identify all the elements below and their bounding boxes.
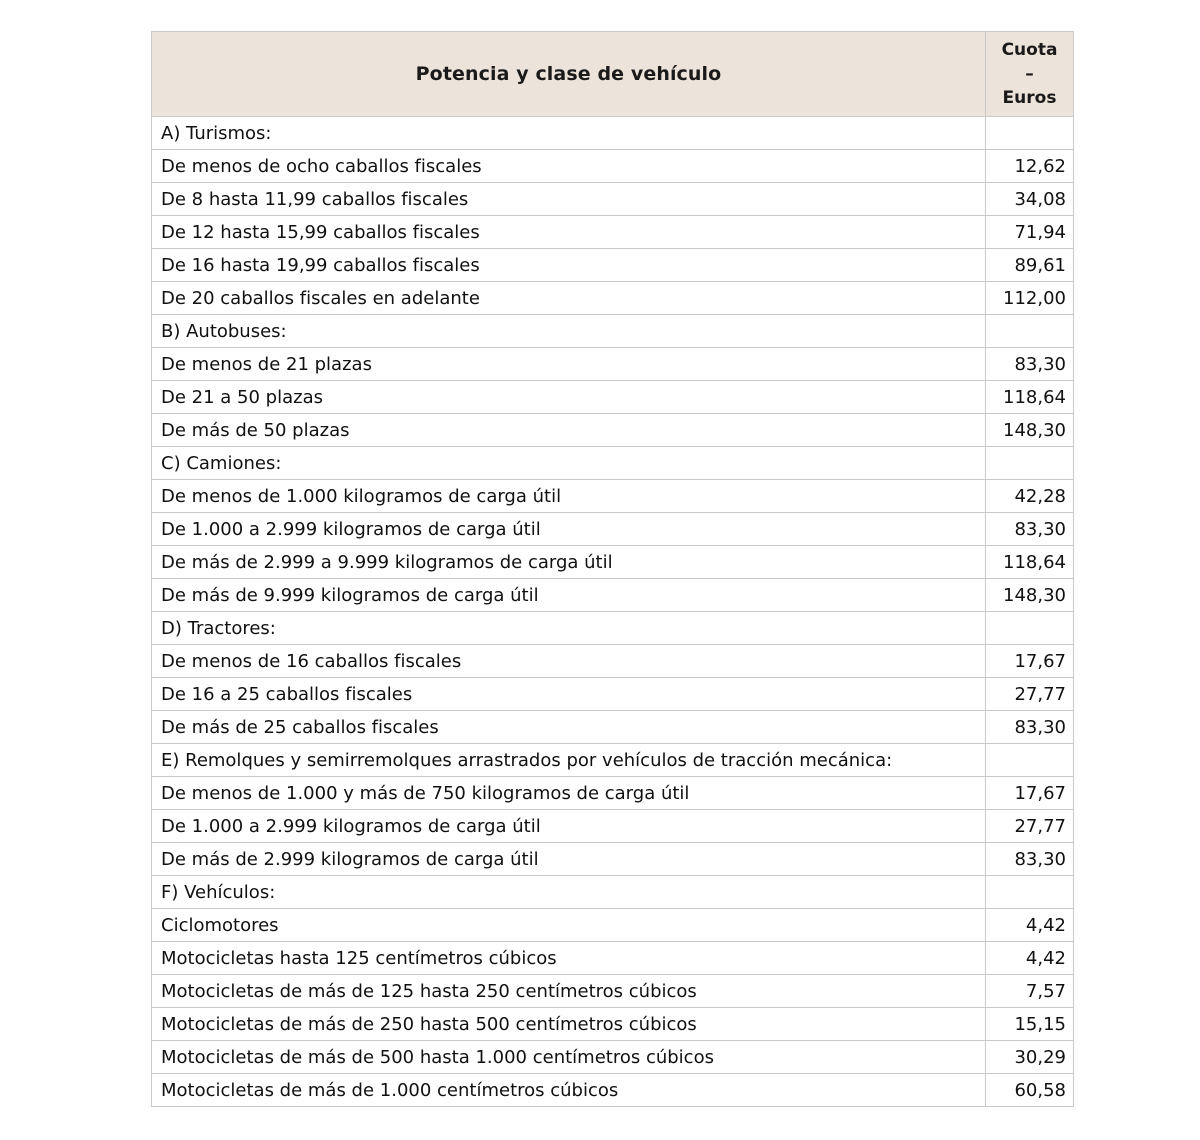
- section-label: C) Camiones:: [152, 447, 986, 480]
- row-cuota-value: [986, 876, 1074, 909]
- table-row: [152, 975, 1074, 1008]
- table-row: [152, 1008, 1074, 1041]
- table-row: [152, 1074, 1074, 1107]
- column-header-cuota-title: Cuota: [1001, 40, 1058, 60]
- row-description: De menos de 1.000 kilogramos de carga útil: [152, 480, 986, 513]
- row-cuota-value: 15,15: [986, 1008, 1074, 1041]
- row-description: Motocicletas hasta 125 centímetros cúbicos: [152, 942, 986, 975]
- row-description: De 21 a 50 plazas: [152, 381, 986, 414]
- table-row: [152, 513, 1074, 546]
- table-section-row: [152, 315, 1074, 348]
- row-cuota-value: 7,57: [986, 975, 1074, 1008]
- row-cuota-value: 83,30: [986, 348, 1074, 381]
- row-cuota-value: 27,77: [986, 810, 1074, 843]
- column-header-cuota-unit: Euros: [1002, 88, 1057, 109]
- table-header: [152, 32, 1074, 117]
- row-description: De 16 a 25 caballos fiscales: [152, 678, 986, 711]
- row-description: Motocicletas de más de 500 hasta 1.000 centímetros cúbicos: [152, 1041, 986, 1074]
- section-label: E) Remolques y semirremolques arrastrados por vehículos de tracción mecánica:: [152, 744, 986, 777]
- row-cuota-value: 148,30: [986, 579, 1074, 612]
- table-row: [152, 645, 1074, 678]
- row-cuota-value: 17,67: [986, 645, 1074, 678]
- row-description: De menos de 16 caballos fiscales: [152, 645, 986, 678]
- section-label: A) Turismos:: [152, 117, 986, 150]
- table-row: [152, 711, 1074, 744]
- row-description: De 12 hasta 15,99 caballos fiscales: [152, 216, 986, 249]
- row-cuota-value: [986, 315, 1074, 348]
- table-row: [152, 249, 1074, 282]
- row-cuota-value: 148,30: [986, 414, 1074, 447]
- row-cuota-value: 17,67: [986, 777, 1074, 810]
- row-description: De 8 hasta 11,99 caballos fiscales: [152, 183, 986, 216]
- table-row: [152, 810, 1074, 843]
- column-header-cuota-dash: –: [1025, 64, 1034, 85]
- row-cuota-value: 71,94: [986, 216, 1074, 249]
- row-description: De menos de 21 plazas: [152, 348, 986, 381]
- section-label: B) Autobuses:: [152, 315, 986, 348]
- table-row: [152, 777, 1074, 810]
- row-cuota-value: 4,42: [986, 909, 1074, 942]
- table-section-row: [152, 447, 1074, 480]
- table-section-row: [152, 612, 1074, 645]
- table-row: [152, 216, 1074, 249]
- vehicle-tax-rate-table: [151, 31, 1074, 1107]
- row-description: Motocicletas de más de 125 hasta 250 centímetros cúbicos: [152, 975, 986, 1008]
- table-row: [152, 183, 1074, 216]
- row-description: De 20 caballos fiscales en adelante: [152, 282, 986, 315]
- table-section-row: [152, 117, 1074, 150]
- row-cuota-value: [986, 744, 1074, 777]
- row-cuota-value: 60,58: [986, 1074, 1074, 1107]
- row-cuota-value: [986, 612, 1074, 645]
- column-header-description: Potencia y clase de vehículo: [152, 32, 986, 117]
- row-description: Motocicletas de más de 1.000 centímetros cúbicos: [152, 1074, 986, 1107]
- row-description: De menos de 1.000 y más de 750 kilogramos de carga útil: [152, 777, 986, 810]
- row-description: Motocicletas de más de 250 hasta 500 centímetros cúbicos: [152, 1008, 986, 1041]
- row-description: De más de 2.999 a 9.999 kilogramos de carga útil: [152, 546, 986, 579]
- table-row: [152, 579, 1074, 612]
- table-section-row: [152, 876, 1074, 909]
- table-row: [152, 414, 1074, 447]
- row-cuota-value: 83,30: [986, 513, 1074, 546]
- table-row: [152, 150, 1074, 183]
- row-description: De menos de ocho caballos fiscales: [152, 150, 986, 183]
- table-row: [152, 843, 1074, 876]
- row-cuota-value: [986, 117, 1074, 150]
- table-row: [152, 348, 1074, 381]
- column-header-cuota: [986, 32, 1074, 117]
- table-row: [152, 381, 1074, 414]
- table-row: [152, 282, 1074, 315]
- row-cuota-value: 83,30: [986, 711, 1074, 744]
- row-description: De 16 hasta 19,99 caballos fiscales: [152, 249, 986, 282]
- row-description: De más de 9.999 kilogramos de carga útil: [152, 579, 986, 612]
- vehicle-tax-table-container: [151, 31, 1073, 1107]
- row-description: Ciclomotores: [152, 909, 986, 942]
- row-cuota-value: 112,00: [986, 282, 1074, 315]
- row-cuota-value: 118,64: [986, 546, 1074, 579]
- table-section-row: [152, 744, 1074, 777]
- row-description: De más de 50 plazas: [152, 414, 986, 447]
- row-cuota-value: 89,61: [986, 249, 1074, 282]
- table-row: [152, 480, 1074, 513]
- row-cuota-value: [986, 447, 1074, 480]
- row-description: De 1.000 a 2.999 kilogramos de carga útil: [152, 810, 986, 843]
- section-label: F) Vehículos:: [152, 876, 986, 909]
- row-description: De 1.000 a 2.999 kilogramos de carga útil: [152, 513, 986, 546]
- table-row: [152, 909, 1074, 942]
- row-cuota-value: 27,77: [986, 678, 1074, 711]
- row-description: De más de 25 caballos fiscales: [152, 711, 986, 744]
- header-row: [152, 32, 1074, 117]
- row-cuota-value: 12,62: [986, 150, 1074, 183]
- row-description: De más de 2.999 kilogramos de carga útil: [152, 843, 986, 876]
- table-row: [152, 678, 1074, 711]
- table-row: [152, 942, 1074, 975]
- table-row: [152, 1041, 1074, 1074]
- row-cuota-value: 118,64: [986, 381, 1074, 414]
- table-row: [152, 546, 1074, 579]
- row-cuota-value: 42,28: [986, 480, 1074, 513]
- section-label: D) Tractores:: [152, 612, 986, 645]
- table-body: [152, 117, 1074, 1107]
- row-cuota-value: 30,29: [986, 1041, 1074, 1074]
- row-cuota-value: 83,30: [986, 843, 1074, 876]
- row-cuota-value: 4,42: [986, 942, 1074, 975]
- row-cuota-value: 34,08: [986, 183, 1074, 216]
